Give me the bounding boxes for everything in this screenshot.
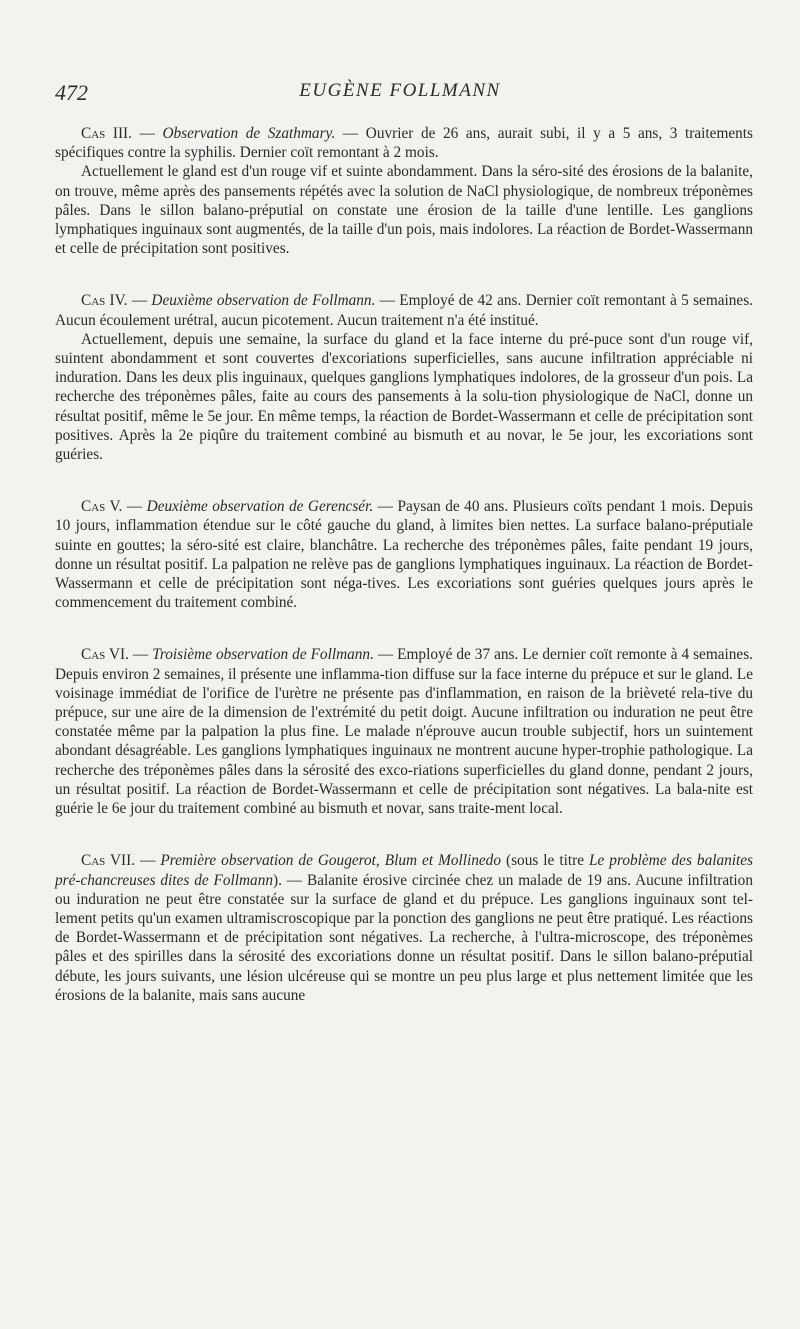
case-4 — [55, 291, 753, 464]
case-paragraph — [55, 851, 753, 1005]
dash: — — [122, 498, 147, 516]
case-title: Troisième observation de Follmann. — [152, 646, 374, 664]
page-header — [55, 80, 745, 110]
dash: — — [373, 498, 398, 516]
case-6 — [55, 645, 753, 818]
case-paragraph — [55, 645, 753, 818]
case-label: Cas VII. — [81, 852, 136, 870]
case-paragraph: Actuellement, depuis une semaine, la surface du gland et la face interne du pré-puce sont d'un rouge vif, suintent abondamment et sont couvertes d'excoriations superficielles, sans aucune infiltration appréciable ni induration. Dans les deux plis inguinaux, quelques ganglions lymphatiques indolores, de la grosseur d'un pois. La recherche des tréponèmes pâles, faite au cours des pansements à la solu-tion physiologique de NaCl, donne un résultat positif, même le 5e jour. En même temps, la réaction de Bordet-Wassermann et celle de précipitation sont positives. Après la 2e piqûre du traitement combiné au bismuth et au novar, le 5e jour, les excoriations sont guéries. — [55, 330, 753, 464]
dash: — — [127, 292, 152, 310]
case-label: Cas V. — [81, 498, 123, 516]
dash: — — [128, 646, 153, 664]
case-paragraph: Actuellement le gland est d'un rouge vif et suinte abondamment. Dans la séro-sité des érosions de la balanite, on trouve, même après des pansements répétés avec la solution de NaCl physiologique, de nombreux tréponèmes pâles. Dans le sillon balano-préputial on constate une érosion de la taille d'une lentille. Les ganglions lymphatiques inguinaux sont augmentés, de la taille d'un pois, mais indolores. La réaction de Bordet-Wassermann et celle de précipitation sont positives. — [55, 163, 753, 258]
case-subtitle: Le problème des balanites pré-chancreuses dites de Follmann — [55, 852, 754, 889]
case-title: Observation de Szathmary. — [162, 125, 336, 142]
case-paragraph — [55, 124, 753, 162]
case-title: Deuxième observation de Follmann. — [151, 292, 376, 310]
case-title: Première observation de Gougerot, Blum et Mollinedo — [160, 852, 501, 870]
subtitle-prefix: (sous le titre — [500, 852, 589, 870]
case-paragraph — [55, 497, 753, 612]
case-text: Ouvrier de 26 ans, aurait subi, il y a 5 ans, 3 traitements spécifiques contre la syphilis. Dernier coït remontant à 2 mois. — [55, 125, 754, 162]
subtitle-suffix: ). — [273, 871, 282, 889]
case-paragraph — [55, 291, 753, 329]
case-5 — [55, 497, 753, 612]
case-text: Balanite érosive circinée chez un malade de 19 ans. Aucune infiltration ou induration ne peut être constatée sur la surface de gland et du prépuce. Les ganglions inguinaux sont tel-lement petits qu'un examen ultramiscroscopique par la ponction des ganglions ne peut être pratiqué. Les réactions de Bordet-Wassermann et de précipitation sont négatives. La recherche, à l'ultra-microscope, des tréponèmes pâles et des spirilles dans la sérosité des excoriations donne un résultat positif. Dans le sillon balano-préputial débute, les jours suivants, une lésion ulcéreuse qui se montre un peu plus large et plus nettement limitée que les érosions de la balanite, mais sans aucune — [55, 871, 753, 1004]
running-head: EUGÈNE FOLLMANN — [299, 80, 501, 101]
page-body — [55, 124, 753, 1038]
case-title: Deuxième observation de Gerencsér. — [146, 498, 374, 516]
case-text: Paysan de 40 ans. Plusieurs coïts pendant 1 mois. Depuis 10 jours, inflammation étendue sur le côté gauche du gland, à limites bien nettes. La surface balano-préputiale suinte en gouttes; la séro-sité est claire, blanchâtre. La recherche des tréponèmes pâles, faite pendant 19 jours, donne un résultat positif. La palpation ne relève pas de ganglions lymphatiques inguinaux. La réaction de Bordet-Wassermann et celle de précipitation sont néga-tives. Les excoriations sont guéries quelques jours après le commencement du traitement combiné. — [55, 498, 754, 612]
dash: — — [375, 292, 400, 310]
dash: — — [131, 125, 163, 142]
case-label: Cas VI. — [81, 646, 129, 664]
dash: — — [335, 125, 366, 142]
dash: — — [373, 646, 398, 664]
case-label: Cas III. — [81, 125, 132, 142]
case-3 — [55, 124, 753, 258]
page-number: 472 — [55, 80, 88, 105]
case-label: Cas IV. — [81, 292, 128, 310]
case-7 — [55, 851, 753, 1005]
case-text: Employé de 37 ans. Le dernier coït remonte à 4 semaines. Depuis environ 2 semaines, il présente une inflamma-tion diffuse sur la face interne du prépuce et sur le gland. Le voisinage immédiat de l'orifice de l'urètre ne présente pas d'inflammation, en raison de la brièveté rela-tive du prépuce, sur une aire de la dimension de l'extrémité du petit doigt. Aucune infiltration ou induration ne peut être constatée même par la palpation la plus fine. Le malade n'éprouve aucun trouble subjectif, hors un suintement abondant désagréable. Les ganglions lymphatiques inguinaux ne montrent aucune hyper-trophie pathologique. La recherche des tréponèmes pâles dans la sérosité des exco-riations superficielles du gland donne, pendant 2 jours, un résultat positif. La réaction de Bordet-Wassermann et celle de précipitation sont négatives. La bala-nite est guérie le 6e jour du traitement combiné au bismuth et novar, sans traite-ment local. — [55, 646, 753, 818]
dash: — — [281, 871, 307, 889]
dash: — — [135, 852, 161, 870]
case-text: Employé de 42 ans. Dernier coït remontant à 5 semaines. Aucun écoulement urétral, aucun picotement. Aucun traitement n'a été institué. — [55, 292, 753, 329]
